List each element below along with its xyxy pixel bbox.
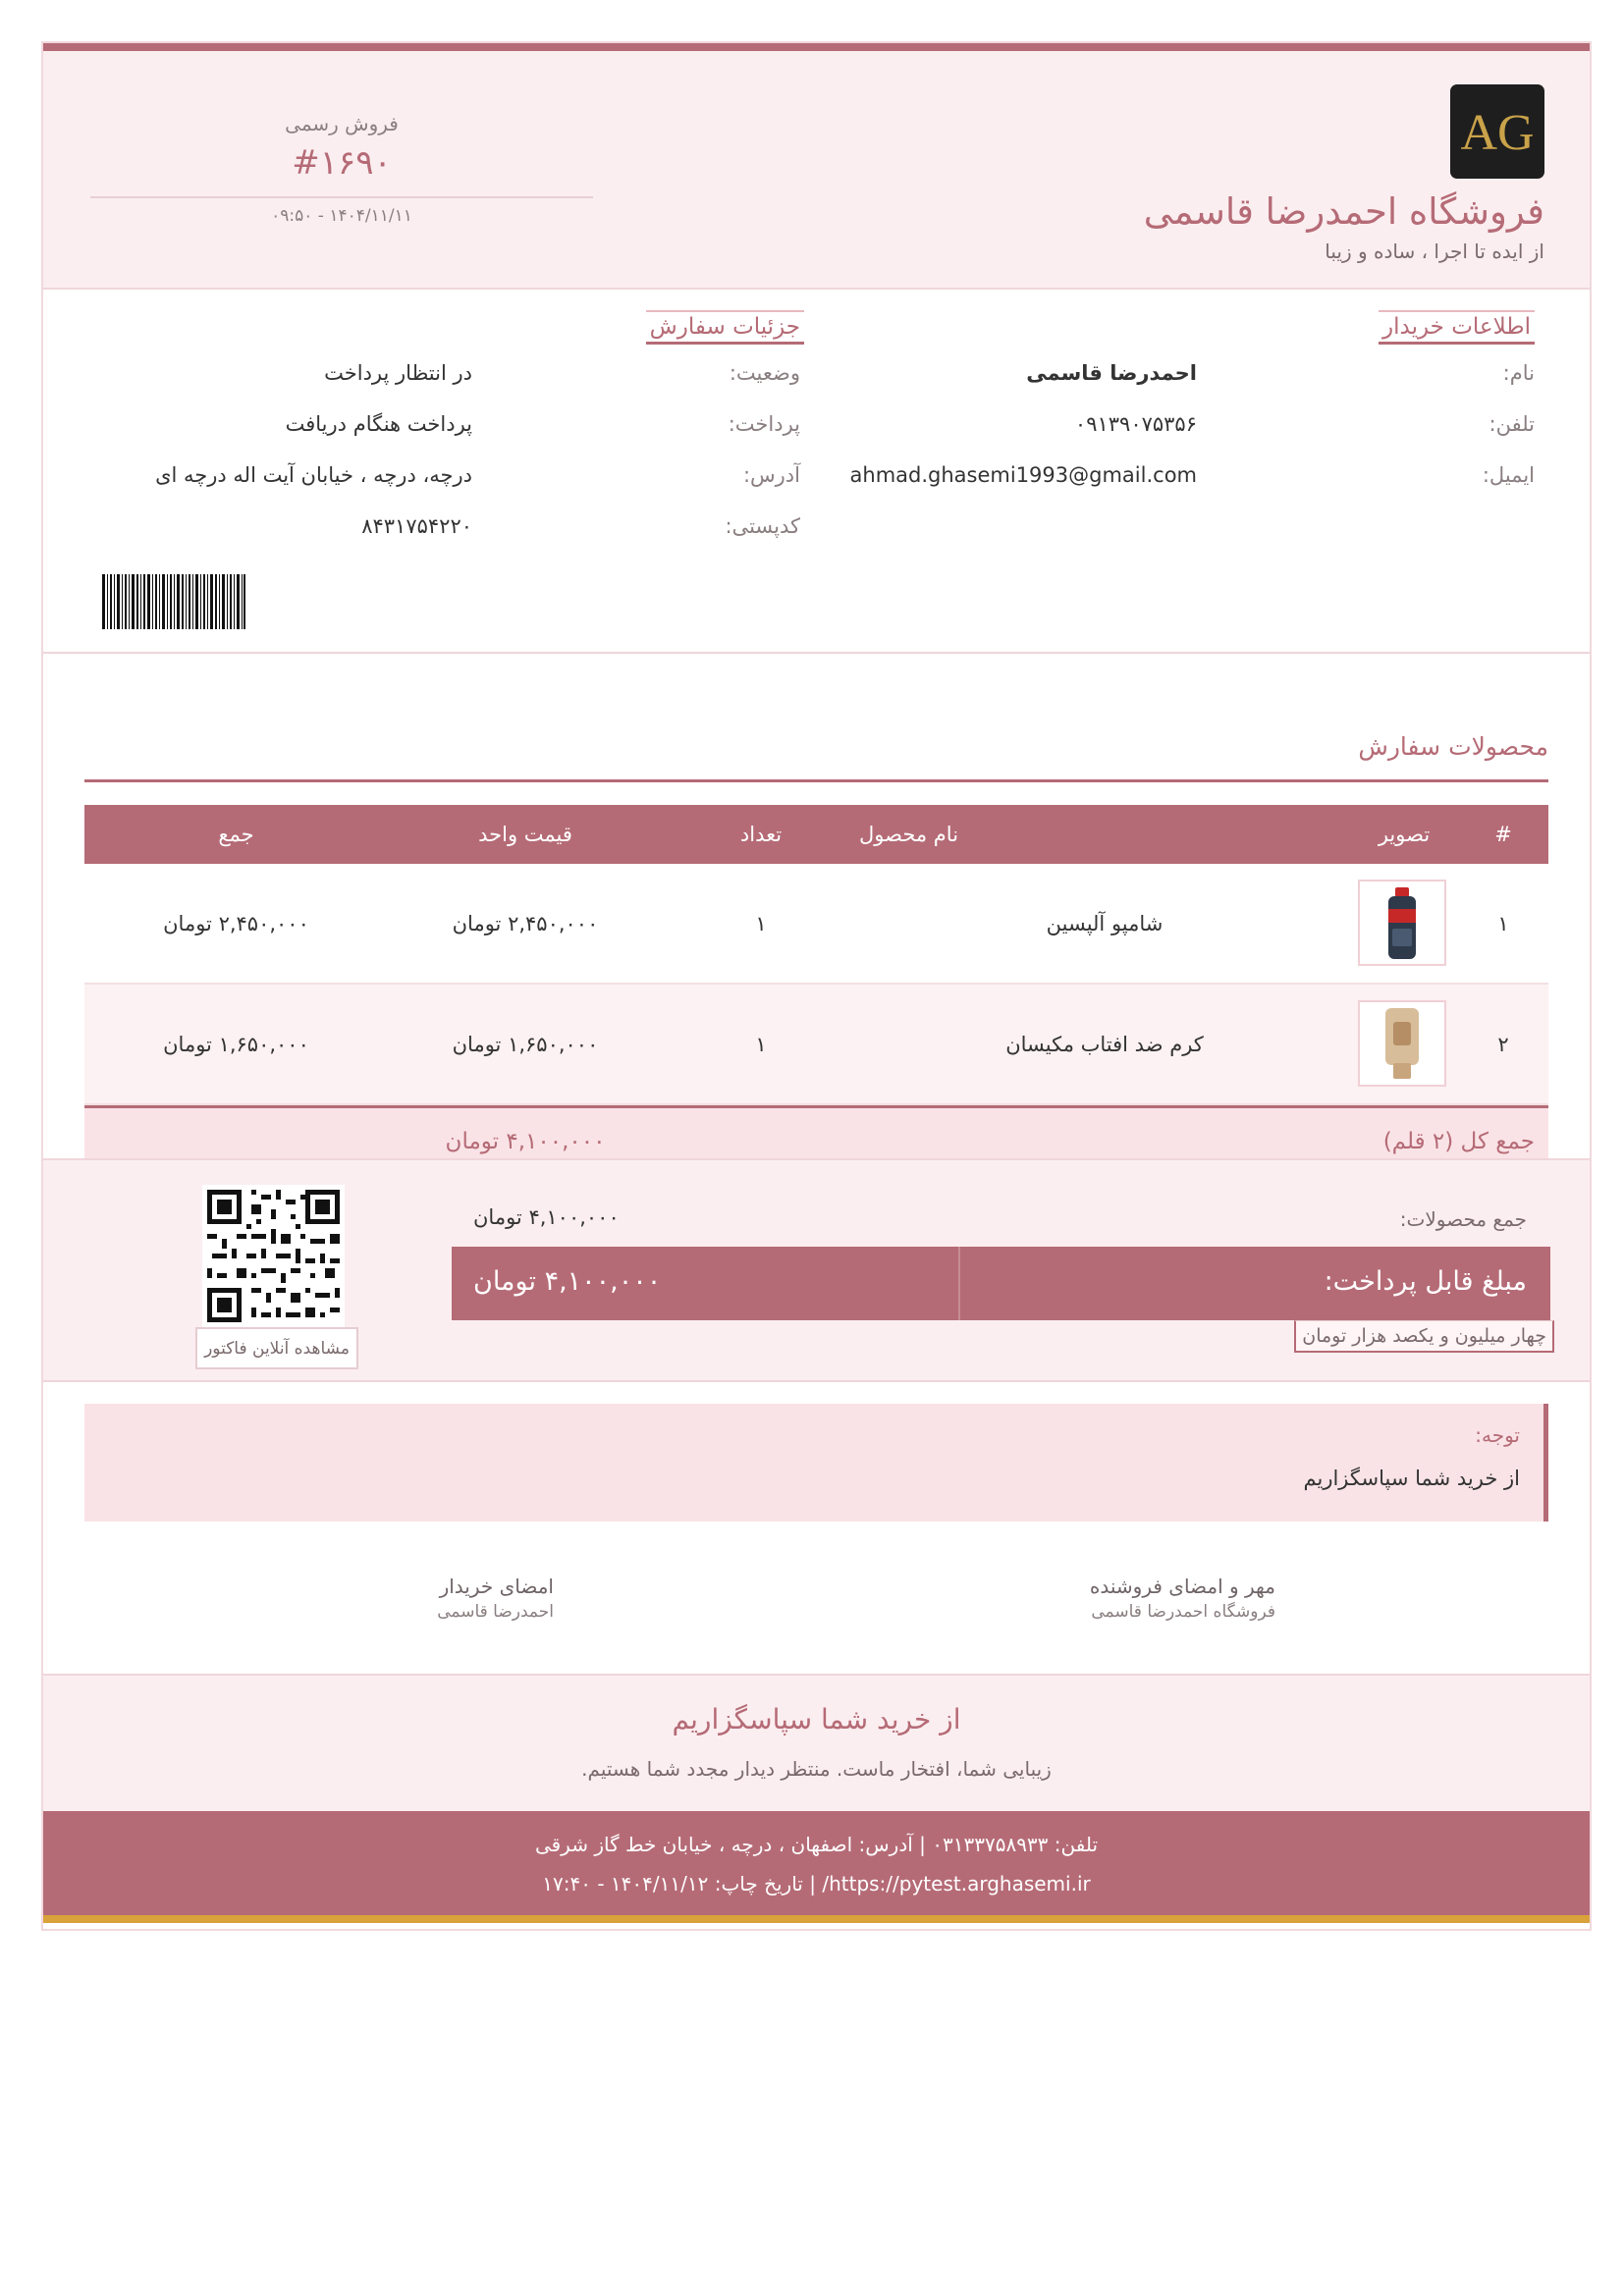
subtotal-value: ۴,۱۰۰,۰۰۰ تومان: [473, 1205, 620, 1229]
ag-monogram-icon: [1450, 84, 1544, 179]
qr-code-icon[interactable]: [202, 1185, 345, 1327]
note-text: از خرید شما سپاسگزاریم: [1303, 1467, 1520, 1490]
subtotal-label: جمع محصولات:: [1399, 1207, 1527, 1231]
sale-label: فروش رسمی: [285, 112, 399, 135]
seller-signature-title: مهر و امضای فروشنده: [1089, 1575, 1275, 1598]
view-online-invoice-link[interactable]: مشاهده آنلاین فاکتور: [195, 1327, 358, 1369]
payable-label: مبلغ قابل پرداخت:: [1324, 1266, 1527, 1297]
row-index: ۲: [1497, 1032, 1509, 1056]
totals-section: [43, 1158, 1590, 1382]
footer-website-print-date: https://pytest.arghasemi.ir/ | تاریخ چاپ: ۱۴۰۴/۱۱/۱۲ - ۱۷:۴۰: [542, 1872, 1091, 1896]
shipping-address: درچه، درچه ، خیابان آیت اله درچه ای: [155, 463, 472, 487]
product-thumbnail: [1358, 1000, 1446, 1087]
product-unit-price: ۲,۴۵۰,۰۰۰ تومان: [452, 911, 599, 935]
note-box: [84, 1404, 1548, 1522]
store-logo: [1450, 84, 1544, 179]
grand-total: ۴,۱۰۰,۰۰۰ تومان: [445, 1128, 606, 1154]
products-title: محصولات سفارش: [1358, 732, 1548, 761]
buyer-email-label: ایمیل:: [1482, 463, 1535, 487]
buyer-phone-label: تلفن:: [1489, 412, 1535, 436]
meta-divider: [90, 196, 593, 198]
product-name: شامپو آلپسین: [1046, 911, 1164, 935]
table-row: [84, 985, 1548, 1105]
col-name: نام محصول: [859, 823, 959, 846]
invoice-datetime: ۰۹:۵۰ - ۱۴۰۴/۱۱/۱۱: [271, 206, 412, 226]
table-header: [84, 805, 1548, 864]
shop-name: فروشگاه احمدرضا قاسمی: [1143, 190, 1544, 233]
invoice-number: #۱۶۹۰: [292, 143, 392, 183]
thanks-subtitle: زیبایی شما، افتخار ماست. منتظر دیدار مجدد شما هستیم.: [581, 1757, 1052, 1781]
col-index: #: [1494, 823, 1512, 846]
buyer-name: احمدرضا قاسمی: [1026, 361, 1197, 385]
col-qty: تعداد: [739, 823, 783, 846]
thanks-section: [43, 1674, 1590, 1811]
product-qty: ۱: [755, 911, 767, 935]
shampoo-bottle-icon: [1360, 881, 1444, 964]
col-image: تصویر: [1378, 823, 1431, 846]
col-total: جمع: [218, 823, 254, 846]
product-unit-price: ۱,۶۵۰,۰۰۰ تومان: [452, 1032, 599, 1056]
buyer-signature-name: احمدرضا قاسمی: [437, 1602, 554, 1622]
status-label: وضعیت:: [729, 361, 800, 385]
shop-tagline: از ایده تا اجرا ، ساده و زیبا: [1325, 240, 1544, 263]
payable-box: [452, 1247, 1550, 1320]
order-details-title: جزئیات سفارش: [646, 310, 804, 345]
buyer-email: ahmad.ghasemi1993@gmail.com: [849, 463, 1197, 487]
buyer-name-label: نام:: [1502, 361, 1535, 385]
seller-signature: [1090, 1575, 1275, 1622]
postal-code: ۸۴۳۱۷۵۴۲۲۰: [361, 514, 472, 538]
note-label: توجه:: [1475, 1423, 1520, 1447]
payable-divider: [958, 1247, 960, 1320]
products-title-underline: [84, 779, 1548, 782]
payment-label: پرداخت:: [728, 412, 800, 436]
product-thumbnail: [1358, 880, 1446, 966]
info-section: [43, 290, 1590, 654]
amount-in-words: چهار میلیون و یکصد هزار تومان: [1294, 1320, 1554, 1353]
product-total: ۲,۴۵۰,۰۰۰ تومان: [163, 911, 309, 935]
col-unit-price: قیمت واحد: [478, 823, 572, 846]
invoice-page: [41, 41, 1592, 1931]
logo-text: AG: [1460, 105, 1535, 161]
buyer-info-title: اطلاعات خریدار: [1379, 310, 1535, 345]
top-accent-bar: [43, 43, 1590, 51]
footer: [43, 1811, 1590, 1923]
product-qty: ۱: [755, 1032, 767, 1056]
product-total: ۱,۶۵۰,۰۰۰ تومان: [163, 1032, 309, 1056]
buyer-phone: ۰۹۱۳۹۰۷۵۳۵۶: [1074, 412, 1197, 436]
footer-contact: تلفن: ۰۳۱۳۳۷۵۸۹۳۳ | آدرس: اصفهان ، درچه ، خیابان خط گاز شرقی: [534, 1833, 1099, 1856]
cream-tube-icon: [1360, 1002, 1444, 1085]
payable-amount: ۴,۱۰۰,۰۰۰ تومان: [473, 1266, 662, 1297]
buyer-signature-title: امضای خریدار: [439, 1575, 554, 1598]
table-row: [84, 864, 1548, 985]
invoice-header: [43, 51, 1590, 290]
items-count-label: جمع کل (۲ قلم): [1382, 1128, 1535, 1154]
qr-code-graphic: [202, 1185, 345, 1327]
row-index: ۱: [1497, 911, 1509, 935]
product-name: کرم ضد افتاب مکیسان: [1005, 1032, 1204, 1056]
address-label: آدرس:: [742, 463, 800, 487]
products-table: [84, 805, 1548, 1174]
order-status: در انتظار پرداخت: [324, 361, 472, 385]
buyer-signature: [437, 1575, 554, 1622]
thanks-title: از خرید شما سپاسگزاریم: [672, 1703, 961, 1735]
invoice-meta: [90, 112, 593, 226]
postal-label: کدپستی:: [725, 514, 800, 538]
payment-method: پرداخت هنگام دریافت: [285, 412, 472, 436]
barcode-icon: [102, 574, 245, 629]
seller-signature-name: فروشگاه احمدرضا قاسمی: [1091, 1602, 1275, 1622]
footer-gold-bar: [43, 1915, 1590, 1923]
